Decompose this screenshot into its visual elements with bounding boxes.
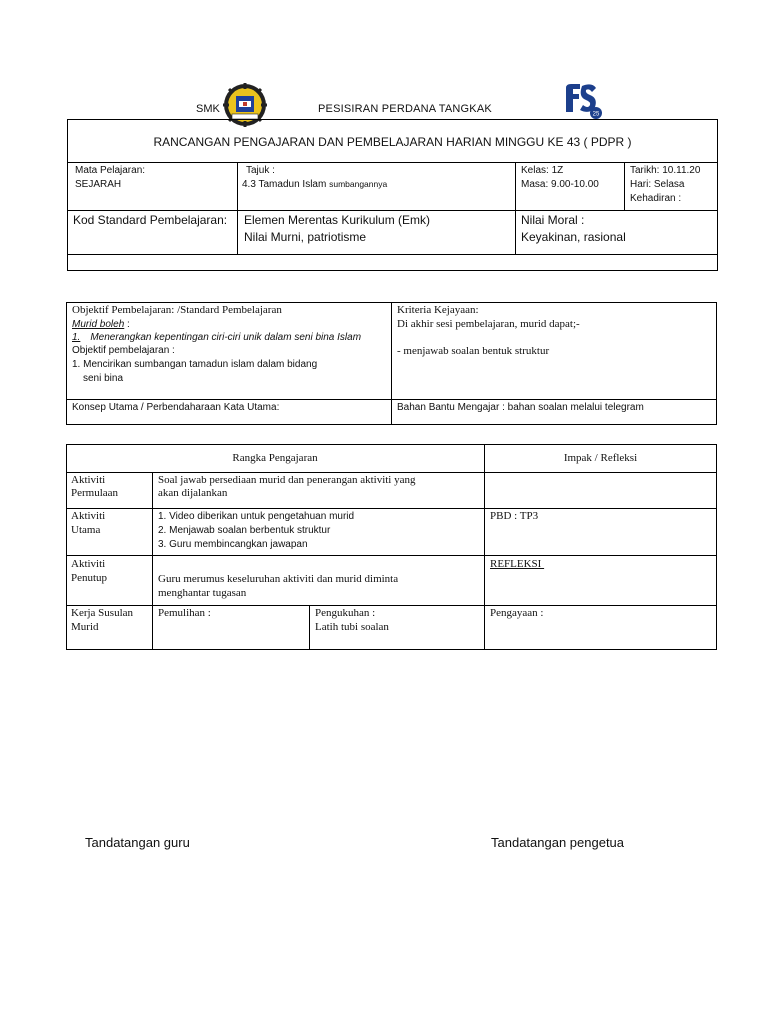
row-content-line-1: Soal jawab persediaan murid dan penerangan aktiviti yang — [158, 474, 416, 486]
row-impact: PBD : TP3 — [490, 510, 539, 522]
row-content-line-1: 1. Video diberikan untuk pengetahuan murid — [158, 511, 355, 522]
objective-item-1 — [72, 332, 361, 345]
impact-heading: Impak / Refleksi — [563, 452, 638, 464]
school-name: PESISIRAN PERDANA TANGKAK — [318, 103, 492, 115]
date-label: Tarikh: 10.11.20 — [630, 165, 701, 176]
framework-heading: Rangka Pengajaran — [232, 452, 318, 464]
concept-label: Konsep Utama / Perbendaharaan Kata Utama: — [72, 402, 280, 413]
standard-code-label: Kod Standard Pembelajaran: — [73, 213, 228, 227]
objectives-heading: Objektif Pembelajaran: /Standard Pembelajaran — [72, 304, 282, 316]
row-label-line-2: Permulaan — [71, 487, 119, 499]
objective-line-1: 1. Mencirikan sumbangan tamadun islam dalam bidang — [72, 359, 318, 370]
row-label-line-1: Aktiviti — [71, 474, 106, 486]
row-impact: REFLEKSI — [490, 558, 545, 570]
topic-main: 4.3 Tamadun Islam — [242, 179, 327, 190]
row-content-line-2: menghantar tugasan — [158, 587, 247, 599]
row-content-line-3: 3. Guru membincangkan jawapan — [158, 539, 308, 550]
row-content-line-1: Guru merumus keseluruhan aktiviti dan murid diminta — [158, 573, 399, 585]
school-prefix: SMK — [196, 103, 220, 115]
teaching-aids-label: Bahan Bantu Mengajar : bahan soalan melalui telegram — [397, 402, 644, 413]
logo-text: 25 — [592, 111, 600, 118]
row-label-line-2: Utama — [71, 524, 101, 536]
murid-boleh — [72, 319, 130, 332]
row-content-line-2: akan dijalankan — [158, 487, 228, 499]
reinforcement-label: Pengukuhan : — [315, 607, 376, 619]
row-label-line-1: Aktiviti — [71, 510, 106, 522]
teacher-signature-label: Tandatangan guru — [85, 835, 190, 850]
remedial-label: Pemulihan : — [158, 607, 211, 619]
murid-boleh-text: Murid boleh — [72, 319, 125, 330]
objective-item-1-number: 1. — [72, 332, 81, 343]
murid-boleh-colon: : — [124, 319, 130, 330]
objective-line-2: seni bina — [83, 373, 124, 384]
page-title: RANCANGAN PENGAJARAN DAN PEMBELAJARAN HARIAN MINGGU KE 43 ( PDPR ) — [153, 135, 632, 149]
ministry-logo-icon — [562, 82, 604, 120]
subject-label: Mata Pelajaran: — [75, 165, 146, 176]
attendance-label: Kehadiran : — [630, 193, 682, 204]
class-label: Kelas: 1Z — [521, 165, 564, 176]
follow-up-label-2: Murid — [71, 621, 99, 633]
topic-value — [242, 179, 387, 192]
row-label-line-2: Penutup — [71, 572, 108, 584]
reinforcement-value: Latih tubi soalan — [315, 621, 389, 633]
moral-value: Keyakinan, rasional — [521, 230, 626, 244]
time-label: Masa: 9.00-10.00 — [521, 179, 599, 190]
emk-label: Elemen Merentas Kurikulum (Emk) — [244, 213, 431, 227]
day-label: Hari: Selasa — [630, 179, 685, 190]
objective-item-1-text: Menerangkan kepentingan ciri-ciri unik dalam seni bina Islam — [90, 332, 362, 343]
row-label-line-1: Aktiviti — [71, 558, 106, 570]
criteria-heading: Kriteria Kejayaan: — [397, 304, 479, 316]
emk-value: Nilai Murni, patriotisme — [244, 230, 367, 244]
row-content-line-2: 2. Menjawab soalan berbentuk struktur — [158, 525, 331, 536]
moral-label: Nilai Moral : — [521, 213, 585, 227]
principal-signature-label: Tandatangan pengetua — [491, 835, 625, 850]
enrichment-label: Pengayaan : — [490, 607, 544, 619]
subject-value: SEJARAH — [75, 179, 122, 190]
criteria-line-2: - menjawab soalan bentuk struktur — [397, 345, 550, 357]
topic-small: sumbangannya — [329, 179, 388, 189]
follow-up-label-1: Kerja Susulan — [71, 607, 134, 619]
topic-label: Tajuk : — [246, 165, 275, 176]
objective-label: Objektif pembelajaran : — [72, 345, 175, 356]
criteria-line-1: Di akhir sesi pembelajaran, murid dapat;- — [397, 318, 580, 330]
